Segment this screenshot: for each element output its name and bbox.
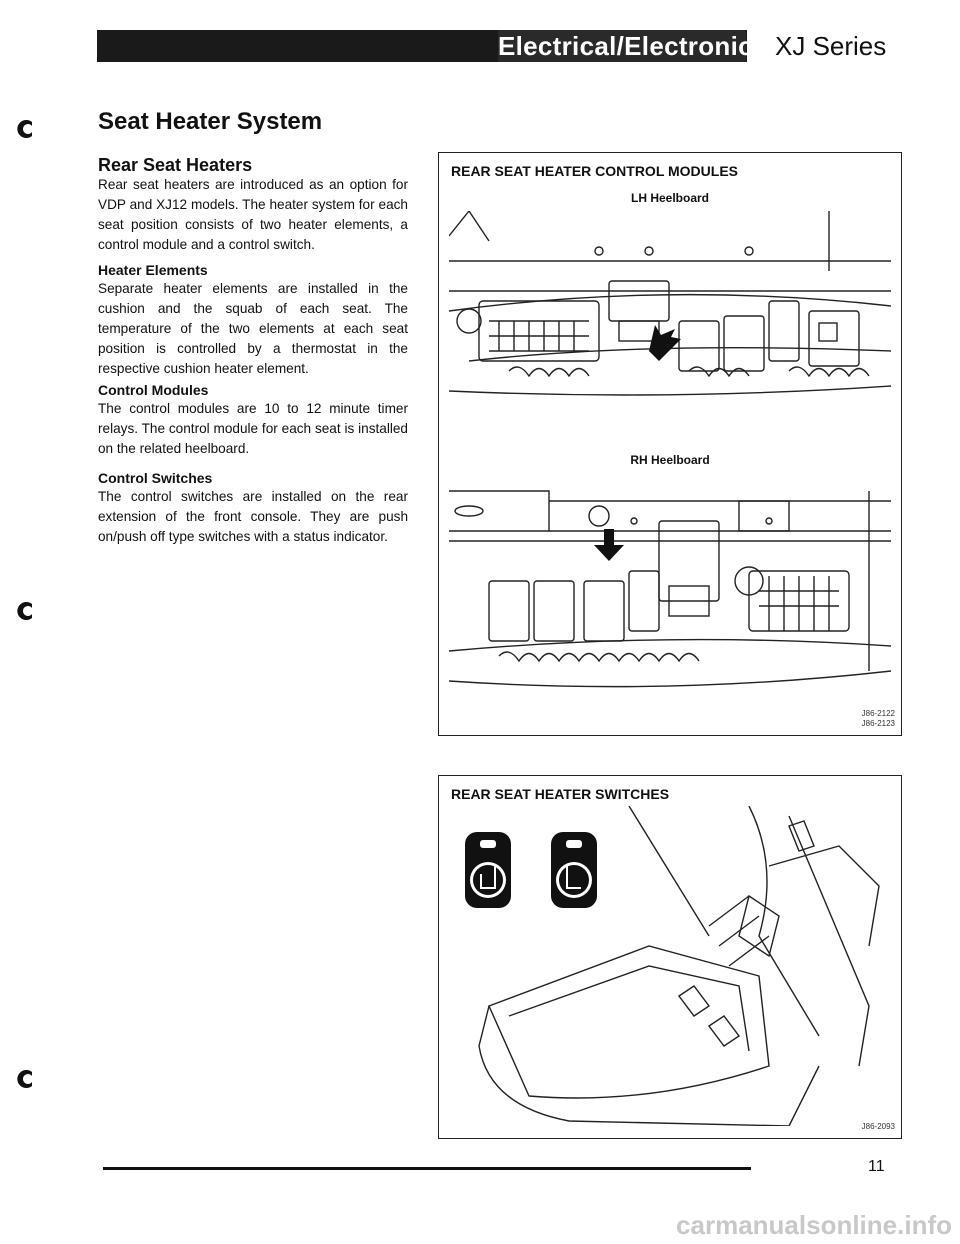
lh-heelboard-illustration — [449, 211, 891, 411]
switches-figure — [438, 775, 902, 1139]
control-modules-heading: Control Modules — [98, 382, 209, 398]
heater-elements-text: Separate heater elements are installed in the cushion and the squab of each seat. The temperature of the two elements at each seat position is controlled by a thermostat in the respective cushion heater element. — [98, 281, 408, 376]
header-series: XJ Series — [775, 31, 887, 61]
control-modules-figure — [438, 152, 902, 736]
heater-elements-heading: Heater Elements — [98, 262, 208, 278]
footer-rule — [103, 1167, 751, 1170]
console-illustration — [449, 806, 891, 1126]
header-section-title: Electrical/Electronic — [498, 31, 753, 61]
binder-hole-icon — [14, 118, 36, 140]
rh-heelboard-illustration — [449, 471, 891, 701]
figure-title: REAR SEAT HEATER CONTROL MODULES — [451, 163, 739, 179]
control-switches-text: The control switches are installed on the rear extension of the front console. They are push on/push off type switches with a status indicator. — [98, 489, 408, 544]
watermark: carmanualsonline.info — [676, 1210, 952, 1240]
binder-hole-icon — [14, 1068, 36, 1090]
section-title: Rear Seat Heaters — [98, 155, 253, 175]
page-number: 11 — [868, 1158, 885, 1175]
intro-paragraph: Rear seat heaters are introduced as an option for VDP and XJ12 models. The heater system for each seat position consists of two heater elements, a control module and a control switch. — [98, 177, 408, 252]
figure-code-2: J86-2123 — [861, 719, 895, 728]
control-modules-text: The control modules are 10 to 12 minute timer relays. The control module for each seat is installed on the related heelboard. — [98, 401, 408, 456]
figure-code — [862, 709, 895, 729]
figure-code-1: J86-2122 — [861, 709, 895, 718]
figure-code: J86-2093 — [861, 1122, 895, 1131]
lh-heelboard-label: LH Heelboard — [630, 191, 709, 205]
figure-title: REAR SEAT HEATER SWITCHES — [451, 786, 670, 802]
control-switches-heading: Control Switches — [98, 470, 213, 486]
binder-hole-icon — [14, 600, 36, 622]
page-title: Seat Heater System — [98, 108, 323, 135]
rh-heelboard-label: RH Heelboard — [630, 453, 710, 467]
